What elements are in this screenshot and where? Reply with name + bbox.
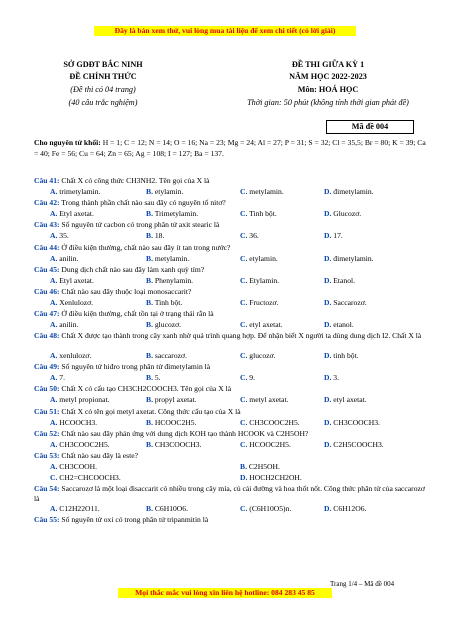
option-text: CH3COOC2H5. [247,418,300,427]
answer-option-d[interactable] [324,298,367,308]
option-letter: D. [324,418,332,427]
option-text: 3. [331,373,339,382]
question-49 [34,362,430,372]
answer-option-d[interactable] [324,395,367,405]
question-number: Câu 46: [34,287,60,296]
question-number: Câu 53: [34,451,60,460]
option-text: metyl axetat. [247,395,289,404]
school-year: NĂM HỌC 2022-2023 [289,72,367,81]
option-letter: B. [146,209,153,218]
question-text: Số nguyên tử hiđro trong phân tử đimetylamin là [59,362,211,371]
option-letter: B. [146,187,153,196]
question-text: Ở điều kiện thường, chất tồn tại ở trạng thái rắn là [59,309,214,318]
option-letter: D. [324,231,332,240]
page-count: (Đề thi có 04 trang) [70,85,136,94]
option-text: HCOOC2H5. [152,418,197,427]
option-text: đimetylamin. [331,254,374,263]
option-letter: D. [324,373,332,382]
option-text: etylamin. [152,187,184,196]
option-text: Saccarozơ. [331,298,367,307]
answer-option-a[interactable] [50,418,97,428]
answer-option-d[interactable] [240,473,302,483]
option-text: glucozơ. [247,351,276,360]
official-label: ĐỀ CHÍNH THỨC [69,72,137,81]
question-number: Câu 47: [34,309,60,318]
answer-option-b[interactable] [146,373,161,383]
option-letter: A. [50,418,58,427]
option-letter: D. [324,254,332,263]
answer-option-a[interactable] [50,440,110,450]
option-letter: D. [324,320,332,329]
option-text: 18. [152,231,165,240]
answer-option-a[interactable] [50,373,65,383]
option-text: propyl axetat. [152,395,197,404]
question-text: Số nguyên tử cacbon có trong phân tử axit stearic là [59,220,220,229]
question-text: Chất X có tên gọi metyl axetat. Công thức cấu tạo của X là [59,407,241,416]
answer-option-d[interactable] [324,231,343,241]
answer-option-a[interactable] [50,462,97,472]
answer-option-d[interactable] [324,418,380,428]
option-letter: B. [146,395,153,404]
option-text: etylamin. [247,254,278,263]
exam-code-box: Mã đề 004 [326,120,414,134]
answer-option-d[interactable] [324,320,354,330]
answer-option-b[interactable] [146,276,193,286]
option-text: C12H22O11. [57,504,100,513]
question-text: Chất X được tạo thành trong cây xanh nhờ quá trình quang hợp. Để nhận biết X người ta dùng dung dịch I2. Chất X là [59,331,422,340]
option-text: 7. [57,373,65,382]
question-48 [34,331,430,341]
option-letter: A. [50,395,58,404]
answer-option-a[interactable] [50,187,100,197]
answer-option-c[interactable] [50,473,121,483]
atomic-info-label: Cho nguyên tử khối: [34,138,101,147]
option-letter: D. [324,298,332,307]
question-text: Saccarozơ là một loại đisaccarit có nhiều trong cây mía, củ cải đường và hoa thốt nốt. Công thức phân tử của saccarozơ là [34,484,425,503]
answer-option-a[interactable] [50,209,94,219]
option-text: Etyl axetat. [57,276,94,285]
option-text: Xenlulozơ. [57,298,94,307]
option-letter: A. [50,254,58,263]
answer-option-a[interactable] [50,351,91,361]
option-letter: B. [146,298,153,307]
option-letter: C. [240,231,248,240]
exam-title: ĐỀ THI GIỮA KỲ 1 [291,60,365,69]
answer-option-a[interactable] [50,298,93,308]
option-letter: A. [50,187,58,196]
question-text: Trong thành phần chất nào sau đây có nguyên tố nitơ? [59,198,226,207]
option-text: CH3COOC2H5. [57,440,110,449]
answer-option-a[interactable] [50,395,109,405]
question-47 [34,309,430,319]
option-letter: C. [240,298,248,307]
option-letter: B. [146,254,153,263]
option-letter: B. [146,351,153,360]
option-letter: A. [50,440,58,449]
option-text: metyl propionat. [57,395,110,404]
answer-option-c[interactable] [240,276,279,286]
option-letter: C. [50,473,58,482]
option-text: (C6H10O5)n. [247,504,292,513]
answer-option-a[interactable] [50,276,94,286]
question-text: Dung dịch chất nào sau đây làm xanh quỳ tím? [59,265,205,274]
question-42 [34,198,430,208]
question-text: Chất nào sau đây là este? [59,451,138,460]
question-45 [34,265,430,275]
option-text: trimetylamin. [57,187,101,196]
answer-option-a[interactable] [50,504,100,514]
option-text: Etylamin. [247,276,280,285]
answer-option-b[interactable] [146,254,189,264]
question-43 [34,220,430,230]
question-44 [34,243,430,253]
option-text: etyl axetat. [247,320,283,329]
answer-option-c[interactable] [240,187,284,197]
option-text: Phenylamin. [152,276,194,285]
question-text: Số nguyên tử oxi có trong phân tử tripanmitin là [59,515,209,524]
option-text: anilin. [57,254,79,263]
answer-option-c[interactable] [240,254,278,264]
answer-option-b[interactable] [146,418,196,428]
answer-option-d[interactable] [324,209,361,219]
answer-option-d[interactable] [324,187,374,197]
question-text: Ở điều kiện thường, chất nào sau đây ít tan trong nước? [59,243,231,252]
answer-option-d[interactable] [324,351,359,361]
atomic-info-text: H = 1; C = 12; N = 14; O = 16; Na = 23; Mg = 24; Al = 27; P = 31; S = 32; Cl = 35,5; Br = 80; K = 39; Ca = 40; Fe = 56; Cu = 64; Zn = 65; Ag = 108; I = 127; Ba = 137. [34,138,426,158]
answer-option-a[interactable] [50,254,78,264]
option-text: anilin. [57,320,79,329]
option-text: metylamin. [152,254,190,263]
question-number: Câu 50: [34,384,60,393]
option-letter: A. [50,276,58,285]
option-text: Etanol. [331,276,356,285]
answer-option-b[interactable] [146,209,198,219]
answer-option-c[interactable] [240,440,291,450]
option-letter: A. [50,504,58,513]
option-letter: B. [146,320,153,329]
option-text: HOCH2CH2OH. [247,473,302,482]
question-count: (40 câu trắc nghiệm) [68,98,138,107]
question-number: Câu 52: [34,429,60,438]
option-letter: D. [324,209,332,218]
question-number: Câu 44: [34,243,60,252]
answer-option-c[interactable] [240,351,275,361]
option-letter: A. [50,320,58,329]
question-number: Câu 51: [34,407,60,416]
option-text: tinh bột. [331,351,359,360]
option-text: Fructozơ. [247,298,279,307]
question-51 [34,407,430,417]
promo-banner-top: Đây là bản xem thử, vui lòng mua tài liệu để xem chi tiết (có lời giải) [94,26,356,36]
option-letter: C. [240,320,248,329]
option-letter: C. [240,351,248,360]
question-number: Câu 41: [34,176,60,185]
page-footer: Trang 1/4 – Mã đề 004 [330,580,395,588]
option-text: 9. [247,373,255,382]
question-number: Câu 48: [34,331,60,340]
question-number: Câu 42: [34,198,60,207]
answer-option-d[interactable] [324,276,355,286]
option-text: Glucozơ. [331,209,362,218]
answer-option-d[interactable] [324,440,384,450]
question-number: Câu 55: [34,515,60,524]
option-letter: A. [50,209,58,218]
answer-option-c[interactable] [240,418,300,428]
option-letter: B. [146,231,153,240]
option-text: metylamin. [247,187,284,196]
option-text: HCOOC2H5. [247,440,291,449]
option-text: saccarozơ. [152,351,187,360]
option-text: HCOOCH3. [57,418,98,427]
option-text: Etyl axetat. [57,209,94,218]
answer-option-c[interactable] [240,209,277,219]
answer-option-c[interactable] [240,298,278,308]
option-letter: C. [240,418,248,427]
option-text: Tinh bột. [247,209,277,218]
question-46 [34,287,430,297]
answer-option-c[interactable] [240,504,291,514]
option-letter: D. [324,440,332,449]
answer-option-d[interactable] [324,254,374,264]
answer-option-b[interactable] [240,462,280,472]
option-text: etyl axetat. [331,395,367,404]
option-text: C6H12O6. [331,504,367,513]
option-text: CH3COOCH3. [152,440,202,449]
answer-option-b[interactable] [146,231,164,241]
option-text: CH3COOH. [57,462,98,471]
answer-option-b[interactable] [146,395,197,405]
answer-option-b[interactable] [146,440,202,450]
option-letter: A. [50,298,58,307]
option-letter: C. [240,395,248,404]
answer-option-d[interactable] [324,373,339,383]
question-number: Câu 45: [34,265,60,274]
option-letter: B. [146,504,153,513]
atomic-mass-info [34,138,426,159]
option-text: CH2=CHCOOCH3. [57,473,121,482]
question-53 [34,451,430,461]
question-55 [34,515,430,525]
question-text: Chất nào sau đây phản ứng với dung dịch KOH tạo thành HCOOK và C2H5OH? [59,429,309,438]
option-text: đimetylamin. [331,187,374,196]
option-text: CH3COOCH3. [331,418,380,427]
dept-name: SỞ GDĐT BẮC NINH [63,60,143,69]
option-letter: B. [146,418,153,427]
subject: Môn: HOÁ HỌC [297,85,359,94]
option-text: 5. [152,373,161,382]
answer-option-b[interactable] [146,298,182,308]
option-letter: C. [240,187,248,196]
option-text: 35. [57,231,69,240]
option-letter: C. [240,504,248,513]
question-52 [34,429,430,439]
option-letter: D. [324,504,332,513]
option-letter: B. [240,462,247,471]
time-limit: Thời gian: 50 phút (không tính thời gian phát đề) [247,98,409,107]
answer-option-a[interactable] [50,231,69,241]
option-letter: A. [50,351,58,360]
option-letter: C. [240,373,248,382]
question-41 [34,176,430,186]
answer-option-a[interactable] [50,320,78,330]
answer-option-b[interactable] [146,504,188,514]
option-letter: B. [146,440,153,449]
option-letter: C. [240,254,248,263]
option-letter: D. [324,351,332,360]
option-text: 17. [331,231,343,240]
answer-option-c[interactable] [240,373,255,383]
question-number: Câu 43: [34,220,60,229]
option-text: C6H10O6. [152,504,188,513]
question-number: Câu 49: [34,362,60,371]
option-text: C2H5COOCH3. [331,440,384,449]
option-text: glucozơ. [152,320,182,329]
answer-option-d[interactable] [324,504,366,514]
answer-option-c[interactable] [240,320,283,330]
question-number: Câu 54: [34,484,60,493]
option-text: C2H5OH. [246,462,280,471]
option-letter: D. [324,395,332,404]
promo-banner-bottom: Mọi thắc mắc vui lòng xin liên hệ hotline: 084 283 45 85 [118,588,332,598]
answer-option-b[interactable] [146,187,183,197]
option-letter: D. [240,473,248,482]
option-letter: D. [324,187,332,196]
question-text: Chất X có công thức CH3NH2. Tên gọi của X là [59,176,210,185]
question-text: Chất X có cấu tạo CH3CH2COOCH3. Tên gọi của X là [59,384,232,393]
question-text: Chất nào sau đây thuộc loại monosaccarit? [59,287,192,296]
option-letter: C. [240,440,248,449]
option-text: 36. [247,231,259,240]
answer-option-b[interactable] [146,320,181,330]
option-letter: A. [50,373,58,382]
option-letter: A. [50,462,58,471]
option-letter: D. [324,276,332,285]
option-letter: C. [240,209,248,218]
option-text: etanol. [331,320,354,329]
option-letter: B. [146,373,153,382]
option-letter: B. [146,276,153,285]
question-54 [34,484,430,504]
answer-option-b[interactable] [146,351,187,361]
answer-option-c[interactable] [240,395,289,405]
option-letter: C. [240,276,248,285]
option-text: Tinh bột. [152,298,183,307]
answer-option-c[interactable] [240,231,259,241]
question-50 [34,384,430,394]
option-text: xenlulozơ. [57,351,92,360]
option-letter: A. [50,231,58,240]
option-text: Trimetylamin. [152,209,199,218]
